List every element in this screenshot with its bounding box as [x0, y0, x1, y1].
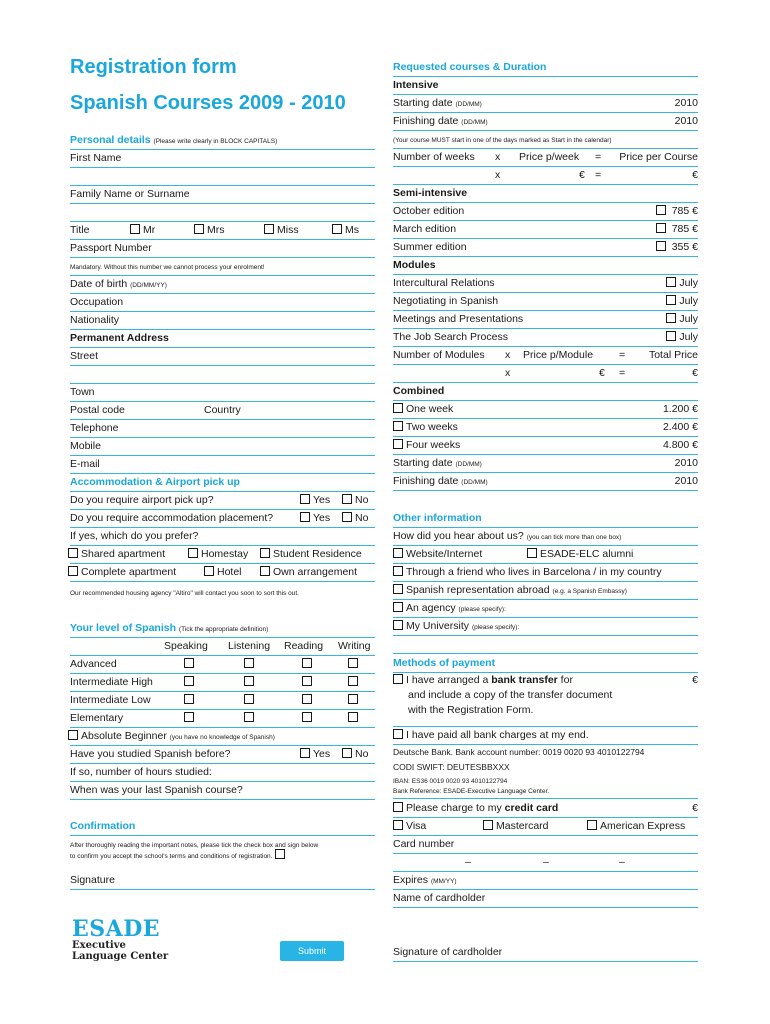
hotel-option[interactable]: Hotel — [204, 564, 242, 581]
bank-reference: Bank Reference: ESADE-Executive Language Center. — [393, 787, 698, 799]
complete-apartment-option[interactable]: Complete apartment — [68, 564, 176, 581]
combined-heading: Combined — [393, 383, 698, 401]
pickup-yes-checkbox[interactable] — [300, 494, 310, 504]
advanced-listening-checkbox[interactable] — [244, 658, 254, 668]
title-row: Title Mr Mrs Miss Ms — [70, 222, 375, 240]
alumni-option[interactable]: ESADE-ELC alumni — [527, 546, 633, 563]
friend-checkbox[interactable] — [393, 566, 403, 576]
skills-header-row: Speaking Listening Reading Writing — [70, 638, 375, 656]
module-job-search[interactable]: The Job Search Process July — [393, 329, 698, 347]
street-field[interactable]: Street — [70, 348, 375, 366]
march-edition-checkbox[interactable] — [656, 223, 666, 233]
level-row-intermediate-high: Intermediate High — [70, 674, 375, 692]
intlow-speaking-checkbox[interactable] — [184, 694, 194, 704]
permanent-address-heading: Permanent Address — [70, 330, 375, 348]
placement-no-checkbox[interactable] — [342, 512, 352, 522]
homestay-option[interactable]: Homestay — [188, 546, 248, 563]
university-option[interactable]: My University (please specify): — [393, 618, 698, 636]
first-name-field[interactable]: First Name — [70, 150, 375, 168]
last-course-field[interactable]: When was your last Spanish course? — [70, 782, 375, 800]
street-line[interactable] — [70, 366, 375, 384]
meetings-july-checkbox[interactable] — [666, 313, 676, 323]
modules-calc-row[interactable]: x € = € — [393, 365, 698, 383]
website-option[interactable]: Website/Internet — [393, 548, 482, 560]
mr-checkbox[interactable] — [130, 224, 140, 234]
start-note: (Your course MUST start in one of the days marked as Start in the calendar) — [393, 131, 698, 149]
studied-no-checkbox[interactable] — [342, 748, 352, 758]
amex-option[interactable]: American Express — [587, 818, 685, 835]
miss-checkbox[interactable] — [264, 224, 274, 234]
placement-yes-checkbox[interactable] — [300, 512, 310, 522]
pickup-no-checkbox[interactable] — [342, 494, 352, 504]
student-residence-option[interactable]: Student Residence — [260, 546, 362, 563]
mastercard-option[interactable]: Mastercard — [483, 818, 549, 835]
placement-yes-option[interactable]: Yes — [300, 510, 330, 527]
combined-four-weeks[interactable]: Four weeks 4.800 € — [393, 437, 698, 455]
bank-charges-option[interactable]: I have paid all bank charges at my end. — [393, 727, 698, 745]
logo-line-2: Language Center — [72, 951, 169, 962]
cardholder-name-field[interactable]: Name of cardholder — [393, 890, 698, 908]
website-checkbox[interactable] — [393, 548, 403, 558]
mobile-field[interactable]: Mobile — [70, 438, 375, 456]
module-intercultural[interactable]: Intercultural Relations July — [393, 275, 698, 293]
march-edition-row[interactable]: March edition 785 € — [393, 221, 698, 239]
studied-yes-option[interactable]: Yes — [300, 746, 330, 763]
inthigh-writing-checkbox[interactable] — [348, 676, 358, 686]
family-name-field[interactable]: Family Name or Surname — [70, 186, 375, 204]
bank-transfer-option[interactable]: I have arranged a bank transfer for € and include a copy of the transfer document with the Registration Form. — [393, 673, 698, 727]
weeks-calc-row[interactable]: x € = € — [393, 167, 698, 185]
complete-apartment-checkbox[interactable] — [68, 566, 78, 576]
combined-two-weeks[interactable]: Two weeks 2.400 € — [393, 419, 698, 437]
card-types-row — [393, 818, 698, 836]
cardholder-signature-field[interactable]: Signature of cardholder — [393, 944, 698, 962]
elementary-listening-checkbox[interactable] — [244, 712, 254, 722]
terms-checkbox[interactable] — [275, 849, 285, 859]
dob-field[interactable]: Date of birth (DD/MM/YY) — [70, 276, 375, 294]
passport-note: Mandatory. Without this number we cannot process your enrolment! — [70, 258, 375, 276]
pickup-yes-option[interactable]: Yes — [300, 492, 330, 509]
representation-checkbox[interactable] — [393, 584, 403, 594]
bank-transfer-checkbox[interactable] — [393, 674, 403, 684]
studied-yes-checkbox[interactable] — [300, 748, 310, 758]
postal-country-row[interactable]: Postal code Country — [70, 402, 375, 420]
combined-finishing-date[interactable]: Finishing date (DD/MM) 2010 — [393, 473, 698, 491]
modules-header-row: Number of Modules x Price p/Module = Total Price — [393, 347, 698, 365]
advanced-writing-checkbox[interactable] — [348, 658, 358, 668]
housing-agency-note: Our recommended housing agency "Altiro" will contact you soon to sort this out. — [70, 590, 299, 597]
negotiating-july-checkbox[interactable] — [666, 295, 676, 305]
family-name-line[interactable] — [70, 204, 375, 222]
visa-checkbox[interactable] — [393, 820, 403, 830]
shared-apartment-option[interactable]: Shared apartment — [68, 546, 165, 563]
accommodation-options-row-2 — [70, 564, 375, 582]
nationality-field[interactable]: Nationality — [70, 312, 375, 330]
hear-about-us-question: How did you hear about us? (you can tick more than one box) — [393, 528, 698, 546]
semi-intensive-heading: Semi-intensive — [393, 185, 698, 203]
confirmation-heading: Confirmation — [70, 818, 375, 836]
esade-logo — [72, 918, 168, 962]
placement-no-option[interactable]: No — [342, 510, 368, 527]
absolute-beginner-row[interactable]: Absolute Beginner (you have no knowledge of Spanish) — [70, 728, 375, 746]
studied-no-option[interactable]: No — [342, 746, 368, 763]
title-mr-option[interactable]: Mr — [130, 222, 155, 239]
homestay-checkbox[interactable] — [188, 548, 198, 558]
confirmation-text-2: to confirm you accept the school's terms and conditions of registration. — [70, 849, 288, 861]
representation-option[interactable]: Spanish representation abroad (e.g. a Spanish Embassy) — [393, 582, 698, 600]
title-ms-option[interactable]: Ms — [332, 222, 359, 239]
level-row-elementary: Elementary — [70, 710, 375, 728]
account-number: Deutsche Bank. Bank account number: 0019 0020 93 4010122794 — [393, 747, 645, 757]
pickup-no-option[interactable]: No — [342, 492, 368, 509]
intensive-heading: Intensive — [393, 77, 698, 95]
shared-apartment-checkbox[interactable] — [68, 548, 78, 558]
advanced-speaking-checkbox[interactable] — [184, 658, 194, 668]
combined-starting-date[interactable]: Starting date (DD/MM) 2010 — [393, 455, 698, 473]
email-field[interactable]: E-mail — [70, 456, 375, 474]
signature-field[interactable]: Signature — [70, 872, 375, 890]
level-row-advanced: Advanced — [70, 656, 375, 674]
form-subtitle: Spanish Courses 2009 - 2010 — [70, 92, 346, 114]
hotel-checkbox[interactable] — [204, 566, 214, 576]
other-info-heading: Other information — [393, 510, 698, 528]
four-weeks-checkbox[interactable] — [393, 439, 403, 449]
elementary-writing-checkbox[interactable] — [348, 712, 358, 722]
inthigh-listening-checkbox[interactable] — [244, 676, 254, 686]
inthigh-speaking-checkbox[interactable] — [184, 676, 194, 686]
hours-studied-field[interactable]: If so, number of hours studied: — [70, 764, 375, 782]
studied-before-row: Have you studied Spanish before? Yes No — [70, 746, 375, 764]
october-edition-row[interactable]: October edition 785 € — [393, 203, 698, 221]
telephone-field[interactable]: Telephone — [70, 420, 375, 438]
university-checkbox[interactable] — [393, 620, 403, 630]
passport-field[interactable]: Passport Number — [70, 240, 375, 258]
first-name-line[interactable] — [70, 168, 375, 186]
intlow-reading-checkbox[interactable] — [302, 694, 312, 704]
personal-details-heading: Personal details (Please write clearly in BLOCK CAPITALS) — [70, 132, 375, 150]
ms-checkbox[interactable] — [332, 224, 342, 234]
elementary-reading-checkbox[interactable] — [302, 712, 312, 722]
accommodation-placement-row: Do you require accommodation placement? Yes No — [70, 510, 375, 528]
credit-card-option[interactable]: Please charge to my credit card € — [393, 800, 698, 818]
intensive-starting-date[interactable]: Starting date (DD/MM) 2010 — [393, 95, 698, 113]
hear-row-1 — [393, 546, 698, 564]
agency-checkbox[interactable] — [393, 602, 403, 612]
module-negotiating[interactable]: Negotiating in Spanish July — [393, 293, 698, 311]
submit-button[interactable]: Submit — [280, 941, 344, 961]
payment-heading: Methods of payment — [393, 655, 698, 673]
card-number-label: Card number — [393, 836, 698, 854]
level-heading: Your level of Spanish (Tick the appropriate definition) — [70, 620, 375, 638]
intercultural-july-checkbox[interactable] — [666, 277, 676, 287]
absolute-beginner-checkbox[interactable] — [68, 730, 78, 740]
mastercard-checkbox[interactable] — [483, 820, 493, 830]
visa-option[interactable]: Visa — [393, 820, 426, 832]
logo-line-1: Executive — [72, 940, 126, 951]
level-row-intermediate-low: Intermediate Low — [70, 692, 375, 710]
combined-one-week[interactable]: One week 1.200 € — [393, 401, 698, 419]
title-miss-option[interactable]: Miss — [264, 222, 299, 239]
own-arrangement-option[interactable]: Own arrangement — [260, 564, 357, 581]
credit-card-checkbox[interactable] — [393, 802, 403, 812]
alumni-checkbox[interactable] — [527, 548, 537, 558]
advanced-reading-checkbox[interactable] — [302, 658, 312, 668]
courses-heading: Requested courses & Duration — [393, 59, 698, 77]
summer-edition-row[interactable]: Summer edition 355 € — [393, 239, 698, 257]
summer-edition-checkbox[interactable] — [656, 241, 666, 251]
friend-option[interactable]: Through a friend who lives in Barcelona / in my country — [393, 564, 698, 582]
intlow-writing-checkbox[interactable] — [348, 694, 358, 704]
confirmation-text-1: After thoroughly reading the important notes, please tick the check box and sign below — [70, 842, 319, 849]
town-field[interactable]: Town — [70, 384, 375, 402]
inthigh-reading-checkbox[interactable] — [302, 676, 312, 686]
expires-field[interactable]: Expires (MM/YY) — [393, 872, 698, 890]
agency-option[interactable]: An agency (please specify): — [393, 600, 698, 618]
intensive-finishing-date[interactable]: Finishing date (DD/MM) 2010 — [393, 113, 698, 131]
job-search-july-checkbox[interactable] — [666, 331, 676, 341]
title-mrs-option[interactable]: Mrs — [194, 222, 225, 239]
bank-charges-checkbox[interactable] — [393, 729, 403, 739]
iban: IBAN: ES36 0019 0020 93 4010122794 — [393, 778, 508, 785]
two-weeks-checkbox[interactable] — [393, 421, 403, 431]
other-info-line[interactable] — [393, 636, 698, 654]
amex-checkbox[interactable] — [587, 820, 597, 830]
form-title: Registration form — [70, 56, 237, 78]
mrs-checkbox[interactable] — [194, 224, 204, 234]
card-number-field[interactable]: – – – — [393, 854, 698, 872]
preference-question: If yes, which do you prefer? — [70, 528, 375, 546]
student-residence-checkbox[interactable] — [260, 548, 270, 558]
logo-wordmark: ESADE — [72, 916, 161, 942]
own-arrangement-checkbox[interactable] — [260, 566, 270, 576]
october-edition-checkbox[interactable] — [656, 205, 666, 215]
weeks-header-row: Number of weeks x Price p/week = Price per Course — [393, 149, 698, 167]
modules-heading: Modules — [393, 257, 698, 275]
accommodation-heading: Accommodation & Airport pick up — [70, 474, 375, 492]
elementary-speaking-checkbox[interactable] — [184, 712, 194, 722]
module-meetings[interactable]: Meetings and Presentations July — [393, 311, 698, 329]
accommodation-options-row-1 — [70, 546, 375, 564]
occupation-field[interactable]: Occupation — [70, 294, 375, 312]
one-week-checkbox[interactable] — [393, 403, 403, 413]
airport-pickup-row: Do you require airport pick up? Yes No — [70, 492, 375, 510]
swift-code: CODI SWIFT: DEUTESBBXXX — [393, 762, 510, 772]
intlow-listening-checkbox[interactable] — [244, 694, 254, 704]
